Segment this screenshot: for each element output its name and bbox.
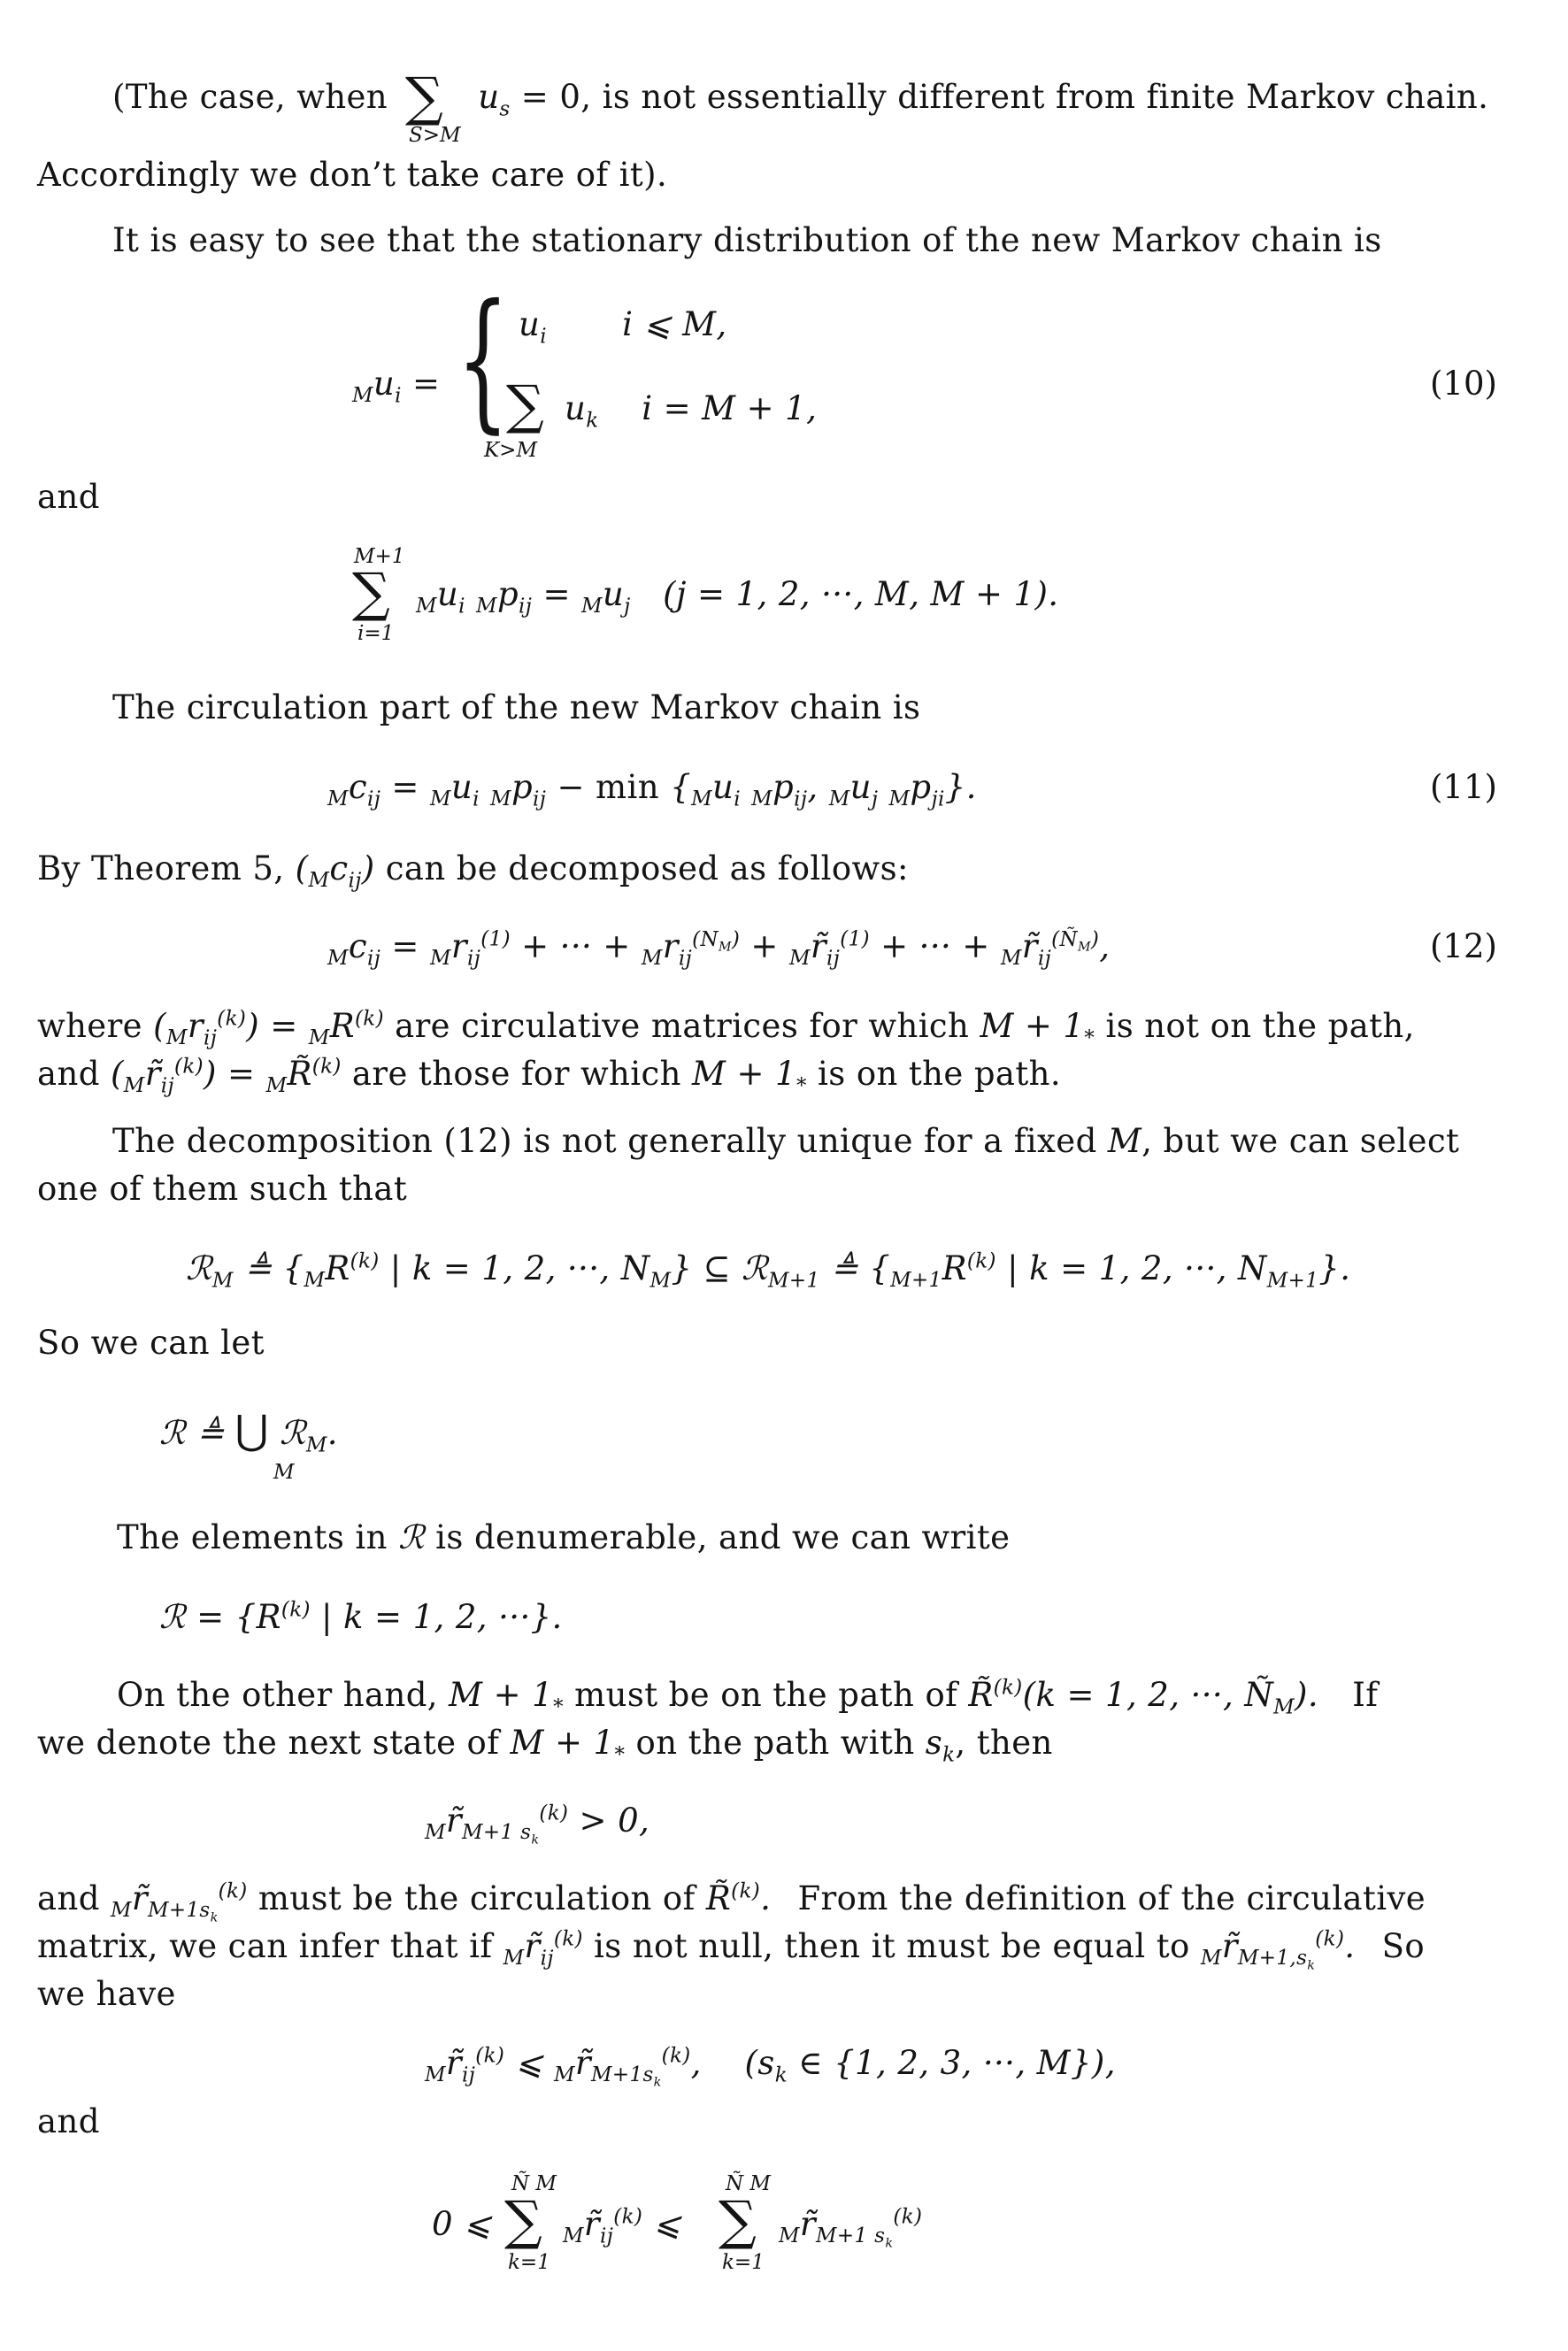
math-mr-ij: $(_Mr_{ij}^{(k)}) = _MR^{(k)}$ [153, 1007, 384, 1050]
sum-limit-k-gt-m: K>M [484, 439, 538, 462]
math-m-plus-1-star: $M + 1_*$ [510, 1724, 626, 1767]
text-and: and [37, 1055, 100, 1093]
math-u-s: $u_s$ [478, 78, 511, 121]
text-so: So [1381, 1927, 1426, 1965]
paragraph-elements [117, 1518, 1010, 1557]
text-accordingly: Accordingly we don’t take care of it). [37, 156, 668, 194]
math-mr-m1sk: $_Mr̃_{M+1s_k}^{(k)}$ [110, 1879, 248, 1925]
text-decomp: The decomposition (12) is not generally unique for a fixed [112, 1122, 1097, 1160]
text-sum-range: (j = 1, 2, ···, M, M + 1). [663, 575, 1059, 613]
paragraph-decomposition [112, 1122, 1459, 1161]
text-on-path: is on the path. [818, 1055, 1062, 1093]
sum-limit-top: Ñ M [511, 2172, 557, 2195]
text-easy: It is easy to see that the stationary distribution of the new Markov chain is [112, 221, 1382, 259]
math-rtilde-k: R̃$^{(k)}$. [705, 1879, 772, 1917]
math-r-set: ℛ = {$R^{(k)}$ | k = 1, 2, ···}. [159, 1598, 563, 1636]
text-then: , then [955, 1724, 1053, 1762]
math-m: M [1107, 1122, 1142, 1160]
sum-symbol: ∑ [405, 66, 443, 128]
math-s-k: $s_k$ [925, 1724, 956, 1767]
text-and: and [37, 478, 100, 516]
math-sum-term-2: $_Mr̃_{M+1 s_k}^{(k)}$ [779, 2205, 923, 2251]
math-m-plus-1-star: $M + 1_*$ [449, 1676, 564, 1719]
math-positive: $_Mr̃_{M+1 s_k}^{(k)} > 0$, [425, 1802, 650, 1848]
paragraph-where [37, 1007, 1415, 1050]
text-those: are those for which [351, 1055, 681, 1093]
text-and-final: and [37, 2102, 100, 2140]
text-on-path-with: on the path with [635, 1724, 915, 1762]
paragraph-matrix [37, 1927, 1425, 1971]
math-mr-m1sk: $_Mr̃_{M+1,s_k}^{(k)}$. [1200, 1927, 1356, 1973]
sum-symbol: ∑ [506, 374, 544, 436]
paragraph-must-be [37, 1879, 1426, 1923]
text-if: If [1352, 1676, 1379, 1714]
paragraph-denote [37, 1724, 1053, 1767]
math-stationary-eq: $_Mu_i$ $_Mp_{ij} = _Mu_j$ (j = 1, 2, ···, M, M + 1). [416, 575, 1059, 618]
text-circ-intro: The circulation part of the new Markov chain is [112, 688, 921, 726]
text-circulative: are circulative matrices for which [395, 1007, 970, 1045]
sum-symbol: ∑ [352, 562, 390, 624]
text-case-a: (The case, when [112, 78, 388, 116]
text-we-have: we have [37, 1975, 176, 2013]
math-selection-set: ℛ$_M$ ≜ {$_MR^{(k)}$ | k = 1, 2, ···, $N_M$} ⊆ ℛ$_{M+1}$ ≜ {$_{M+1}R^{(k)}$ | k = 1, 2, ···, $N_{M+1}$}. [186, 1249, 1351, 1293]
sum-limit-bottom: k=1 [508, 2251, 550, 2274]
union-limit: M [273, 1461, 295, 1484]
text-decomp-b: , but we can select [1141, 1122, 1460, 1160]
math-mrtilde-ij: $(_Mr̃_{ij}^{(k)})$ = $_M$R̃$^{(k)}$ [110, 1055, 342, 1098]
math-zero-le: 0 ⩽ [432, 2205, 492, 2243]
sum-limit-top: M+1 [354, 545, 405, 568]
text-circulation-of: must be the circulation of [257, 1879, 696, 1917]
text-must-be-on: must be on the path of [574, 1676, 958, 1714]
text-definition: From the definition of the circulative [797, 1879, 1426, 1917]
text-and: and [37, 1879, 100, 1917]
text-one-of-them: one of them such that [37, 1170, 408, 1208]
math-mcij: $(_Mc_{ij})$ [295, 849, 375, 893]
math-mu-i: $_Mu_i$ = [352, 365, 441, 408]
math-m-plus-1-star: $M + 1_*$ [692, 1055, 807, 1098]
math-case-1: $u_i$ i ⩽ M, [519, 305, 727, 349]
text-not-on-path: is not on the path, [1105, 1007, 1415, 1045]
text-matrix: matrix, we can infer that if [37, 1927, 493, 1965]
text-decomposed: can be decomposed as follows: [385, 849, 909, 887]
sum-limit-bottom: k=1 [722, 2251, 765, 2274]
math-m-plus-1-star: $M + 1_*$ [980, 1007, 1095, 1050]
paragraph-and-those [37, 1055, 1061, 1098]
math-union-def: ℛ ≜ ⋃ ℛ$_M$. [159, 1406, 338, 1457]
text-so-let: So we can let [37, 1324, 265, 1362]
sum-symbol: ∑ [504, 2190, 542, 2252]
math-mr-ij: $_Mr̃_{ij}^{(k)}$ [503, 1927, 583, 1971]
text-case-b: = 0, is not essentially different from finite Markov chain. [520, 78, 1489, 116]
sum-limit-top: Ñ M [726, 2172, 771, 2195]
paragraph-other-hand [117, 1676, 1379, 1719]
text-denumerable: is denumerable, and we can write [435, 1518, 1011, 1556]
math-sum-term-1: $_Mr̃_{ij}^{(k)}$ ⩽ [563, 2205, 681, 2248]
paragraph-case-line [112, 78, 1489, 121]
equation-number-10: (10) [1430, 365, 1497, 403]
text-elements: The elements in [117, 1518, 388, 1556]
math-equation-11: $_Mc_{ij} = _Mu_i$ $_Mp_{ij} - \min \{_Mu_i$ $_Mp_{ij}$, $_Mu_j$ $_Mp_{ji}$}. [327, 768, 977, 811]
text-other-hand: On the other hand, [117, 1676, 438, 1714]
equation-number-11: (11) [1430, 768, 1497, 806]
math-equation-12: $_Mc_{ij} = _Mr_{ij}^{(1)}$ + ··· + $_Mr_{ij}^{(N_M)}$ + $_Mr̃_{ij}^{(1)}$ + ··· + $_Mr̃_{ij}^{(Ñ_M)}$, [327, 927, 1111, 971]
sum-limit-bottom: i=1 [357, 622, 395, 645]
text-denote: we denote the next state of [37, 1724, 500, 1762]
sum-symbol: ∑ [719, 2190, 757, 2252]
text-not-null: is not null, then it must be equal to [594, 1927, 1190, 1965]
text-where: where [37, 1007, 142, 1045]
text-by-theorem: By Theorem 5, [37, 849, 285, 887]
brace: { [457, 273, 510, 448]
math-rtilde-range: R̃$^{(k)}$(k = 1, 2, ···, $Ñ_M$). [968, 1676, 1319, 1719]
math-inequality: $_Mr̃_{ij}^{(k)}$ ⩽ $_Mr̃_{M+1s_k}^{(k)}$, ($s_k$ ∈ {1, 2, 3, ···, M}), [425, 2044, 1116, 2090]
math-case-2: $u_k$ i = M + 1, [565, 389, 818, 433]
sum-limit-s-gt-m: S>M [409, 124, 461, 147]
math-script-r: ℛ [398, 1518, 425, 1556]
paragraph-theorem [37, 849, 909, 893]
equation-number-12: (12) [1430, 927, 1497, 965]
